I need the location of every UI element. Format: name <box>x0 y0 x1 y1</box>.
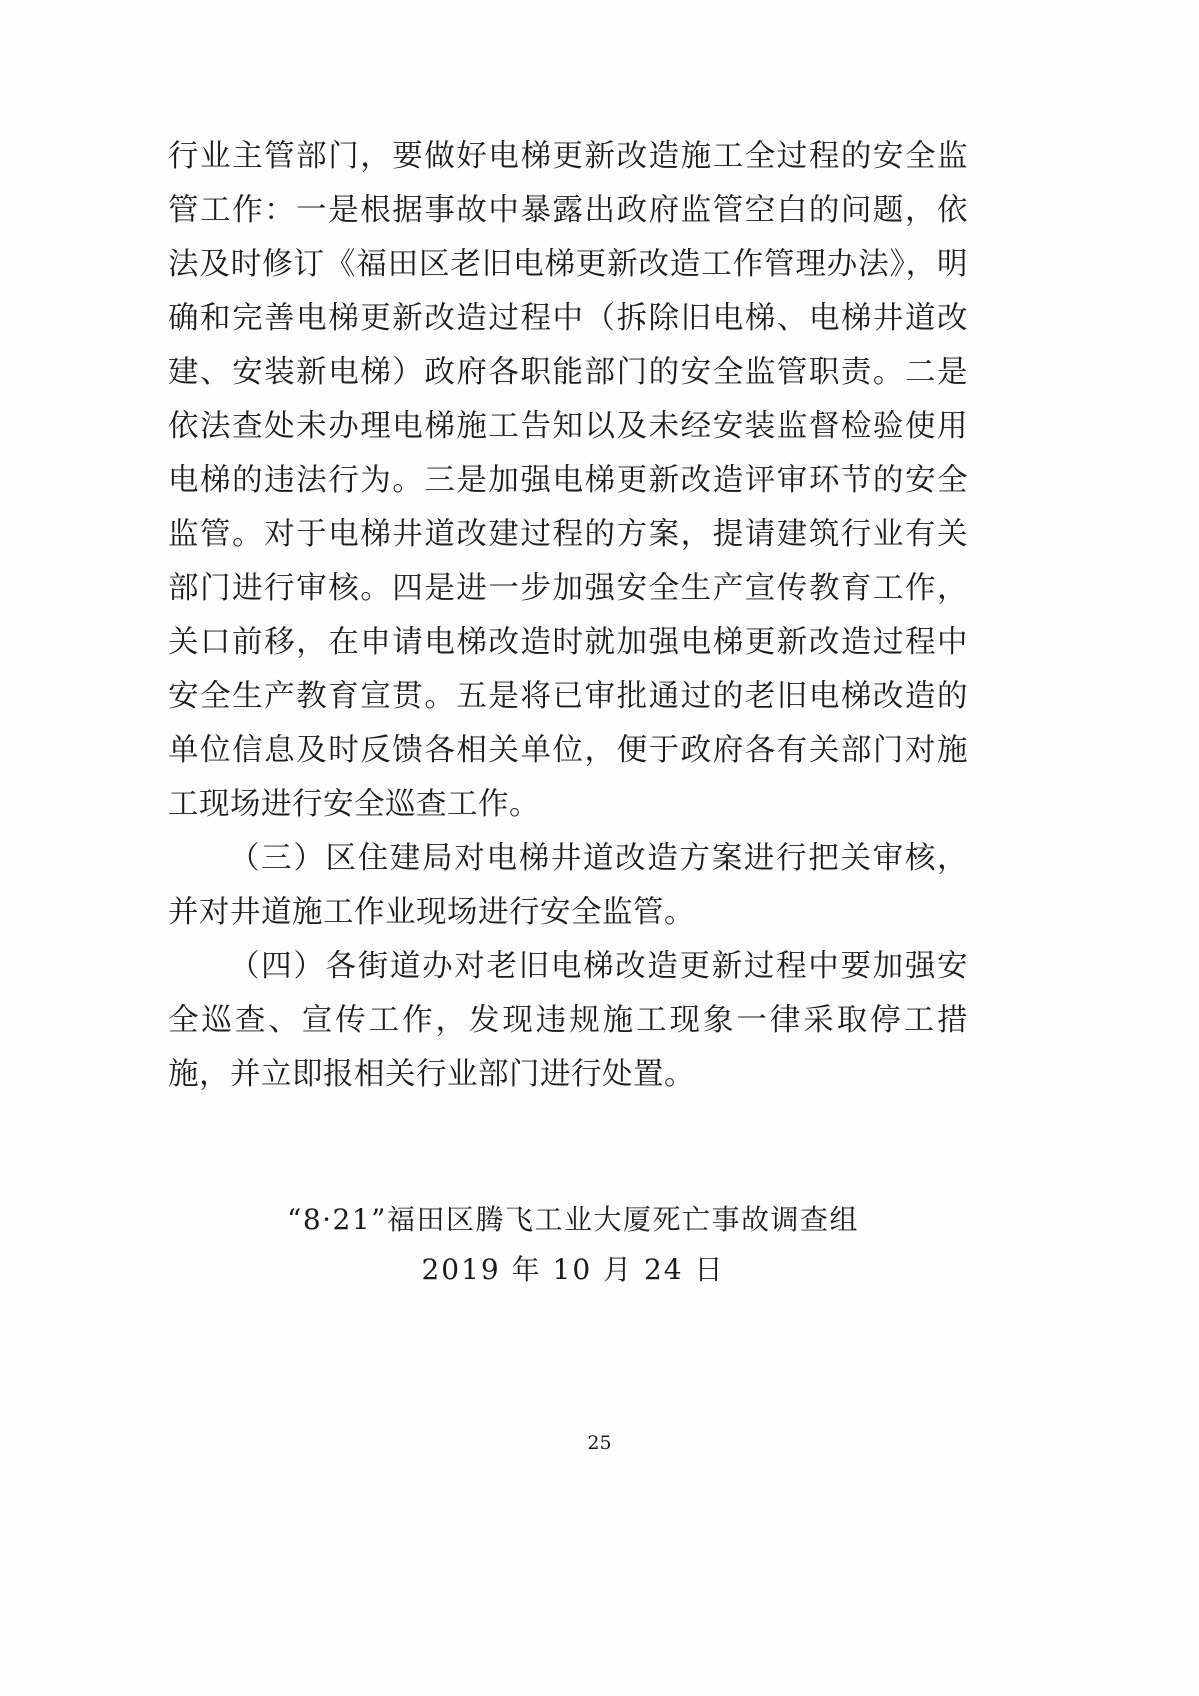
document-body <box>168 130 968 1102</box>
paragraph-section-three: （三）区住建局对电梯井道改造方案进行把关审核，并对井道施工作业现场进行安全监管。 <box>168 841 968 930</box>
paragraph-main: 行业主管部门，要做好电梯更新改造施工全过程的安全监管工作：一是根据事故中暴露出政府监管空白的问题，依法及时修订《福田区老旧电梯更新改造工作管理办法》，明确和完善电梯更新改造过程中（拆除旧电梯、电梯井道改建、安装新电梯）政府各职能部门的安全监管职责。二是依法查处未办理电梯施工告知以及未经安装监督检验使用电梯的违法行为。三是加强电梯更新改造评审环节的安全监管。对于电梯井道改建过程的方案，提请建筑行业有关部门进行审核。四是进一步加强安全生产宣传教育工作，关口前移，在申请电梯改造时就加强电梯更新改造过程中安全生产教育宣贯。五是将已审批通过的老旧电梯改造的单位信息及时反馈各相关单位，便于政府各有关部门对施工现场进行安全巡查工作。 <box>168 139 968 822</box>
signature-organization: “8·21”福田区腾飞工业大厦死亡事故调查组 <box>287 1203 859 1236</box>
signature-date: 2019 年 10 月 24 日 <box>421 1253 725 1286</box>
signature-block <box>168 1195 968 1295</box>
page-number: 25 <box>587 1432 612 1454</box>
paragraph-section-four: （四）各街道办对老旧电梯改造更新过程中要加强安全巡查、宣传工作，发现违规施工现象一律采取停工措施，并立即报相关行业部门进行处置。 <box>168 949 968 1092</box>
